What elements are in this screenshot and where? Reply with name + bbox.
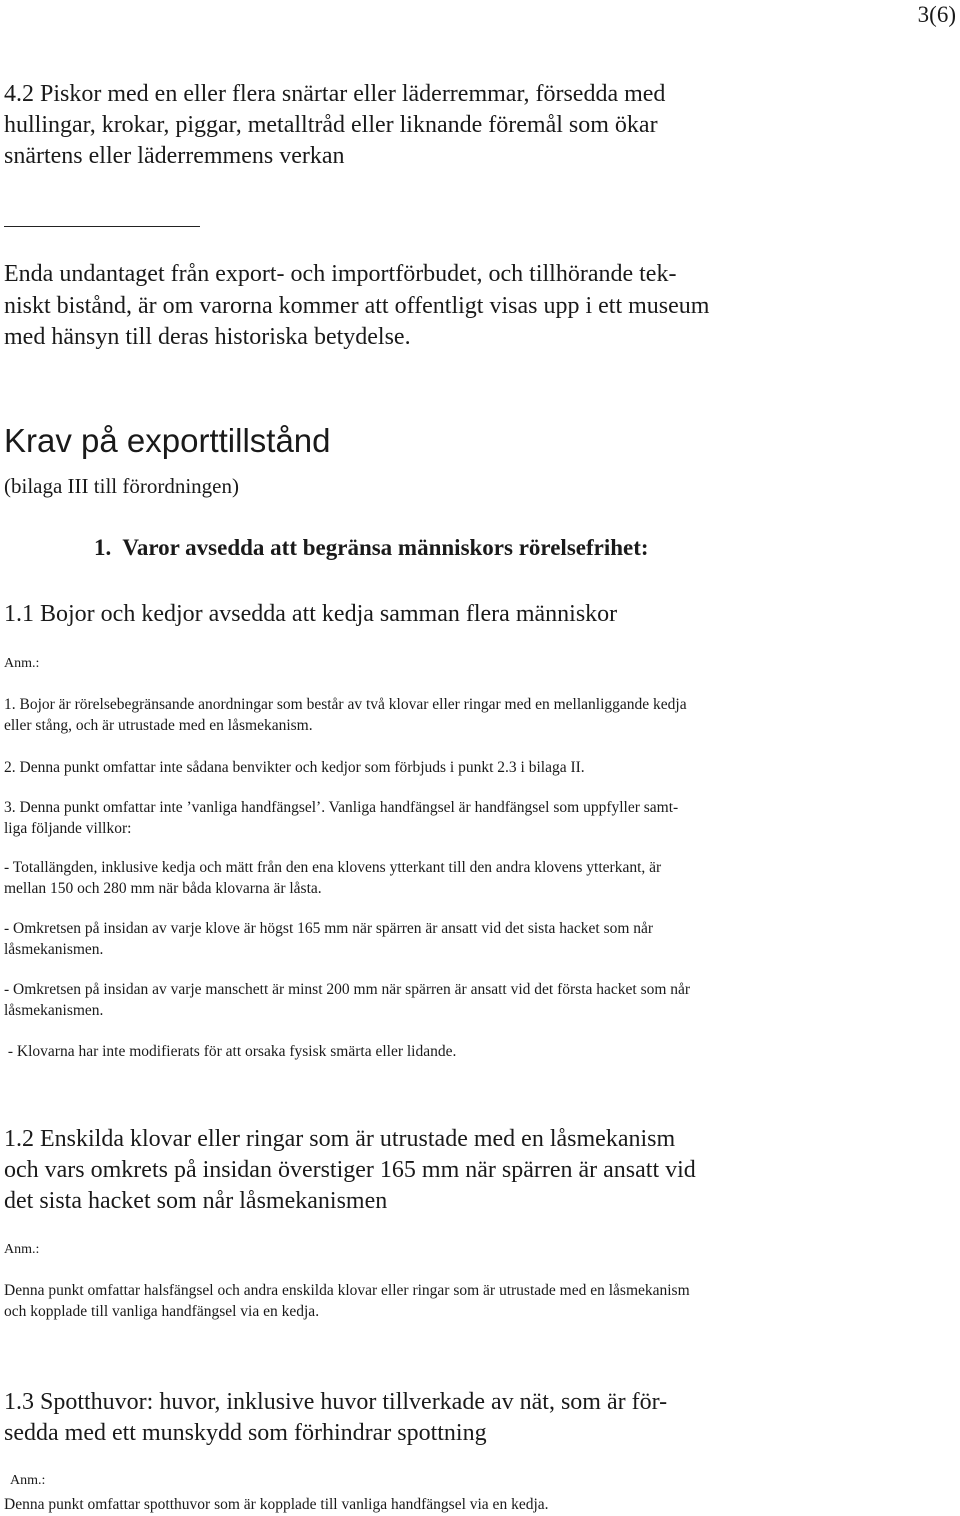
section-1-2-heading-line-2: och vars omkrets på insidan överstiger 165 mm när spärren är ansatt vid [4, 1157, 696, 1183]
section-1-3-heading-line-2: sedda med ett munskydd som förhindrar spottning [4, 1420, 487, 1446]
section-1-3-heading-line-1: 1.3 Spotthuvor: huvor, inklusive huvor tillverkade av nät, som är för- [4, 1389, 668, 1415]
section-1-2-note-line-2: och kopplade till vanliga handfängsel via en kedja. [4, 1303, 320, 1320]
condition-1-line-1: - Totallängden, inklusive kedja och mätt från den ena klovens ytterkant till den andra klovens ytterkant, är [4, 859, 662, 876]
condition-3-line-1: - Omkretsen på insidan av varje manschett är minst 200 mm när spärren är ansatt vid det första hacket som når [4, 981, 691, 998]
export-permit-subtitle: (bilaga III till förordningen) [4, 474, 239, 498]
condition-1-line-2: mellan 150 och 280 mm när båda klovarna är låsta. [4, 880, 322, 897]
section-1-2-note-line-1: Denna punkt omfattar halsfängsel och andra enskilda klovar eller ringar som är utrustade med en låsmekanism [4, 1282, 690, 1299]
section-1-3-note: Denna punkt omfattar spotthuvor som är kopplade till vanliga handfängsel via en kedja. [4, 1496, 549, 1513]
condition-2-line-1: - Omkretsen på insidan av varje klove är högst 165 mm när spärren är ansatt vid det sista hacket som når [4, 920, 654, 937]
note-2: 2. Denna punkt omfattar inte sådana benvikter och kedjor som förbjuds i punkt 2.3 i bilaga II. [4, 759, 585, 776]
condition-2-line-2: låsmekanismen. [4, 941, 104, 958]
section-1-2-heading-line-3: det sista hacket som når låsmekanismen [4, 1188, 388, 1214]
condition-3-line-2: låsmekanismen. [4, 1002, 104, 1019]
page-number: 3(6) [917, 2, 956, 27]
exception-line-1: Enda undantaget från export- och importförbudet, och tillhörande tek- [4, 261, 677, 287]
section-1-2-heading-line-1: 1.2 Enskilda klovar eller ringar som är utrustade med en låsmekanism [4, 1126, 676, 1152]
section-1-1-heading: 1.1 Bojor och kedjor avsedda att kedja samman flera människor [4, 601, 618, 627]
section-4-2-line-3: snärtens eller läderremmens verkan [4, 143, 345, 169]
section-4-2-line-1: 4.2 Piskor med en eller flera snärtar eller läderremmar, försedda med [4, 81, 666, 107]
anm-label-1-3: Anm.: [10, 1473, 46, 1488]
exception-line-2: niskt bistånd, är om varorna kommer att offentligt visas upp i ett museum [4, 293, 710, 319]
note-3-line-1: 3. Denna punkt omfattar inte ’vanliga handfängsel’. Vanliga handfängsel är handfängsel som uppfyller samt- [4, 799, 679, 816]
anm-label-1-1: Anm.: [4, 656, 40, 671]
note-1-line-2: eller stång, och är utrustade med en låsmekanism. [4, 717, 313, 734]
separator-line [4, 226, 200, 227]
note-3-line-2: liga följande villkor: [4, 820, 132, 837]
condition-4: - Klovarna har inte modifierats för att orsaka fysisk smärta eller lidande. [4, 1043, 457, 1060]
anm-label-1-2: Anm.: [4, 1242, 40, 1257]
export-permit-title: Krav på exporttillstånd [4, 422, 331, 459]
section-1-heading: 1. Varor avsedda att begränsa människors rörelsefrihet: [94, 535, 649, 560]
note-1-line-1: 1. Bojor är rörelsebegränsande anordningar som består av två klovar eller ringar med en mellanliggande kedja [4, 696, 687, 713]
section-4-2-line-2: hullingar, krokar, piggar, metalltråd eller liknande föremål som ökar [4, 112, 658, 138]
exception-line-3: med hänsyn till deras historiska betydelse. [4, 324, 411, 350]
